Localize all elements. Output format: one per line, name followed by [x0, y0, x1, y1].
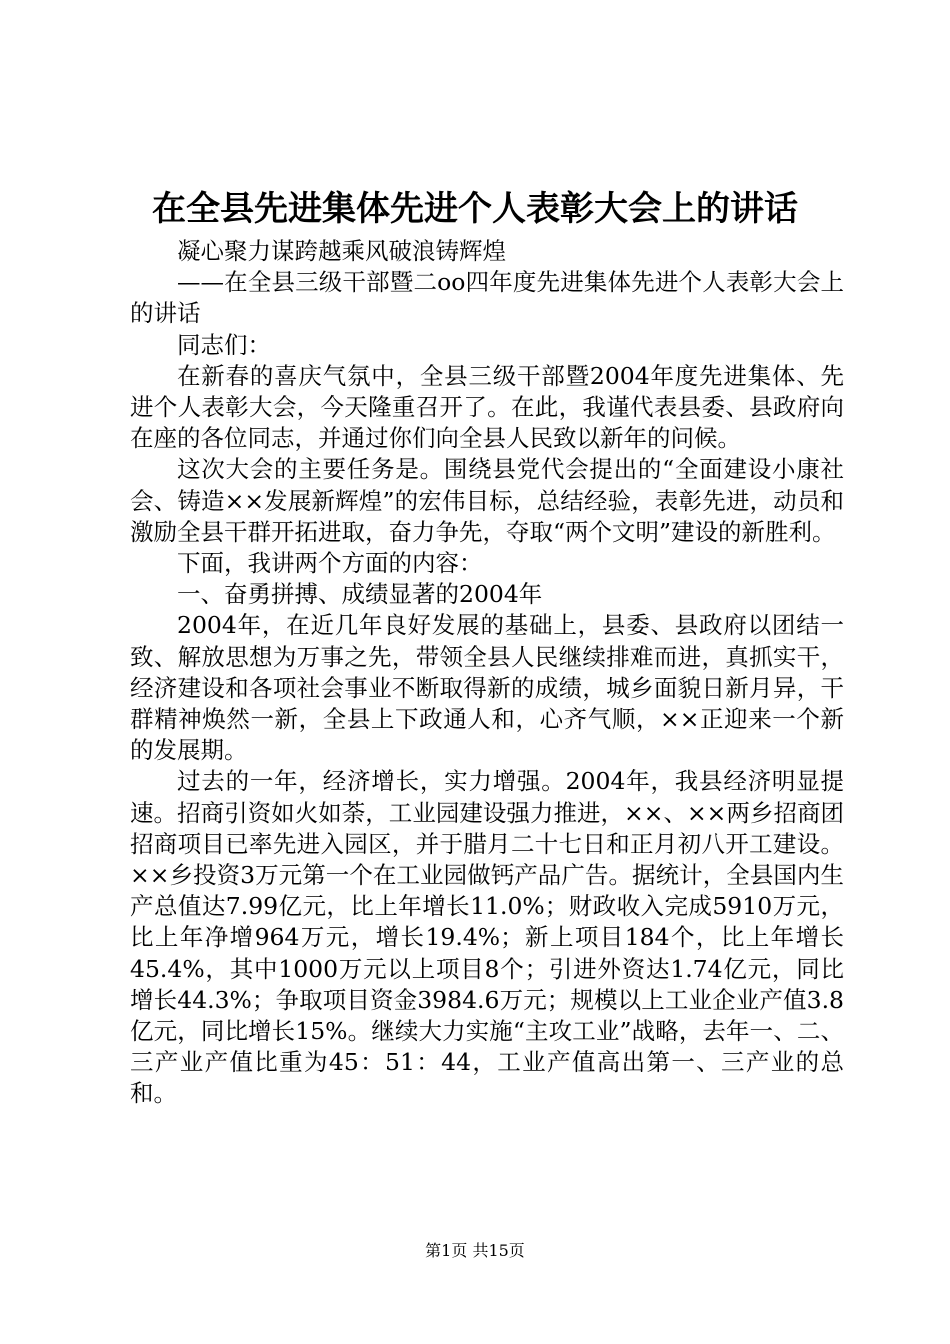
paragraph-opening: 在新春的喜庆气氛中，全县三级干部暨2004年度先进集体、先进个人表彰大会，今天隆重召开了。在此，我谨代表县委、县政府向在座的各位同志，并通过你们向全县人民致以新年的问候。 — [130, 361, 844, 453]
paragraph-outline: 下面，我讲两个方面的内容： — [177, 549, 483, 578]
paragraph-task: 这次大会的主要任务是。围绕县党代会提出的“全面建设小康社会、铸造××发展新辉煌”的宏伟目标，总结经验，表彰先进，动员和激励全县干群开拓进取，奋力争先，夺取“两个文明”建设的新胜利。 — [130, 455, 844, 546]
document-title: 在全县先进集体先进个人表彰大会上的讲话 — [152, 189, 798, 229]
paragraph-2004-overview: 2004年，在近几年良好发展的基础上，县委、县政府以团结一致、解放思想为万事之先，带领全县人民继续排难而进，真抓实干，经济建设和各项社会事业不断取得新的成绩，城乡面貌日新月异，干群精神焕然一新，全县上下政通人和，心齐气顺，××正迎来一个新的发展期。 — [130, 611, 844, 765]
subtitle-line: 凝心聚力谋跨越乘风破浪铸辉煌 — [177, 237, 506, 265]
document-body — [130, 236, 844, 1110]
page-number-footer: 第1页 共15页 — [425, 1241, 525, 1260]
salutation: 同志们： — [177, 330, 271, 359]
subtitle-context: ——在全县三级干部暨二oo四年度先进集体先进个人表彰大会上的讲话 — [130, 268, 844, 328]
paragraph-economy: 过去的一年，经济增长，实力增强。2004年，我县经济明显提速。招商引资如火如荼，工业园建设强力推进，××、××两乡招商团招商项目已率先进入园区，并于腊月二十七日和正月初八开工建设。××乡投资3万元第一个在工业园做钙产品广告。据统计，全县国内生产总值达7.99亿元，比上年增长11.0%；财政收入完成5910万元，比上年净增964万元，增长19.4%；新上项目184个，比上年增长45.4%，其中1000万元以上项目8个；引进外资达1.74亿元，同比增长44.3%；争取项目资金3984.6万元；规模以上工业企业产值3.8亿元，同比增长15%。继续大力实施“主攻工业”战略，去年一、二、三产业产值比重为45：51：44，工业产值高出第一、三产业的总和。 — [130, 767, 844, 1108]
section-heading-1: 一、奋勇拼搏、成绩显著的2004年 — [177, 580, 543, 609]
